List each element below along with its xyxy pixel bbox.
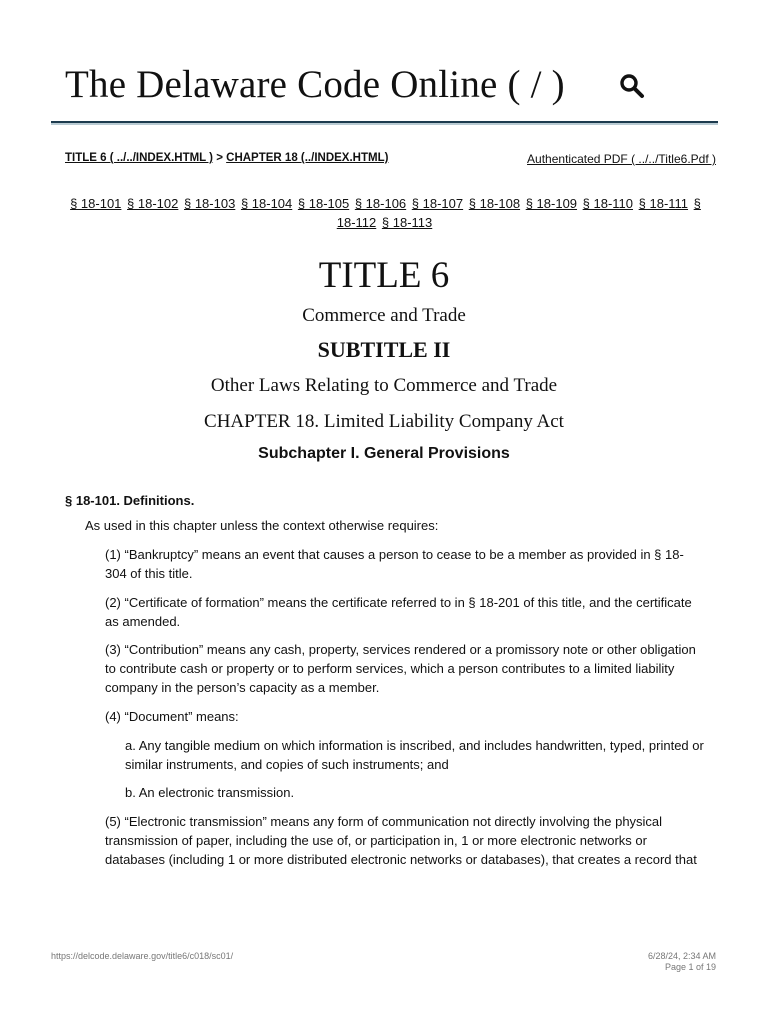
title-name: Commerce and Trade <box>302 305 466 326</box>
section-link-18-103[interactable]: § 18-103 <box>183 196 236 211</box>
site-title[interactable]: The Delaware Code Online ( / ) <box>65 63 565 106</box>
section-link-18-107[interactable]: § 18-107 <box>411 196 464 211</box>
subchapter-heading: Subchapter I. General Provisions <box>258 445 510 462</box>
definition-2: (2) “Certificate of formation” means the certificate referred to in § 18-201 of this title, and the certificate as amended. <box>105 595 692 629</box>
section-links <box>65 194 705 232</box>
definition-5: (5) “Electronic transmission” means any form of communication not directly involving the physical transmission of paper, including the use of, or participation in, 1 or more electronic networks or databases (including 1 or more distributed electronic networks or databases), that creates a record that <box>105 814 697 867</box>
section-link-18-113[interactable]: § 18-113 <box>381 215 433 230</box>
section-link-18-101[interactable]: § 18-101 <box>70 196 122 211</box>
section-heading: § 18-101. Definitions. <box>65 493 195 508</box>
definition-4a: a. Any tangible medium on which information is inscribed, and includes handwritten, typed, printed or similar instruments, and copies of such instruments; and <box>125 738 704 772</box>
section-intro: As used in this chapter unless the context otherwise requires: <box>85 518 439 533</box>
search-icon[interactable] <box>619 73 645 99</box>
footer-page-info <box>648 951 716 973</box>
footer-url: https://delcode.delaware.gov/title6/c018/sc01/ <box>51 951 234 961</box>
authenticated-pdf-link[interactable]: Authenticated PDF ( ../../Title6.Pdf ) <box>527 152 716 166</box>
footer-datetime: 6/28/24, 2:34 AM <box>647 951 716 961</box>
breadcrumb-separator: > <box>216 152 223 164</box>
section-link-18-110[interactable]: § 18-110 <box>582 196 634 211</box>
breadcrumb <box>65 152 388 164</box>
section-link-18-111[interactable]: § 18-111 <box>638 196 689 211</box>
definition-1: (1) “Bankruptcy” means an event that causes a person to cease to be a member as provided in § 18-304 of this title. <box>105 547 684 581</box>
section-link-18-104[interactable]: § 18-104 <box>240 196 293 211</box>
chapter-heading: CHAPTER 18. Limited Liability Company Act <box>204 411 564 432</box>
breadcrumb-title-link[interactable]: TITLE 6 ( ../../INDEX.HTML ) <box>65 152 214 164</box>
section-link-18-105[interactable]: § 18-105 <box>297 196 350 211</box>
breadcrumb-chapter-link[interactable]: CHAPTER 18 (../INDEX.HTML) <box>226 152 389 164</box>
definition-3: (3) “Contribution” means any cash, property, services rendered or a promissory note or other obligation to contribute cash or property or to perform services, which a person contributes to a limited liability company in the person’s capacity as a member. <box>105 642 696 695</box>
section-link-18-112[interactable]: § 18-112 <box>336 196 701 230</box>
title-heading: TITLE 6 <box>318 255 450 296</box>
section-link-18-109[interactable]: § 18-109 <box>525 196 578 211</box>
definition-4b: b. An electronic transmission. <box>125 785 295 800</box>
subtitle-name: Other Laws Relating to Commerce and Trade <box>210 375 558 396</box>
section-link-18-106[interactable]: § 18-106 <box>354 196 407 211</box>
section-link-18-108[interactable]: § 18-108 <box>468 196 521 211</box>
definition-4: (4) “Document” means: <box>105 709 239 724</box>
header-divider-shadow <box>51 123 718 125</box>
footer-page-number: Page 1 of 19 <box>664 962 716 972</box>
subtitle-heading: SUBTITLE II <box>317 337 451 362</box>
section-link-18-102[interactable]: § 18-102 <box>127 196 179 211</box>
